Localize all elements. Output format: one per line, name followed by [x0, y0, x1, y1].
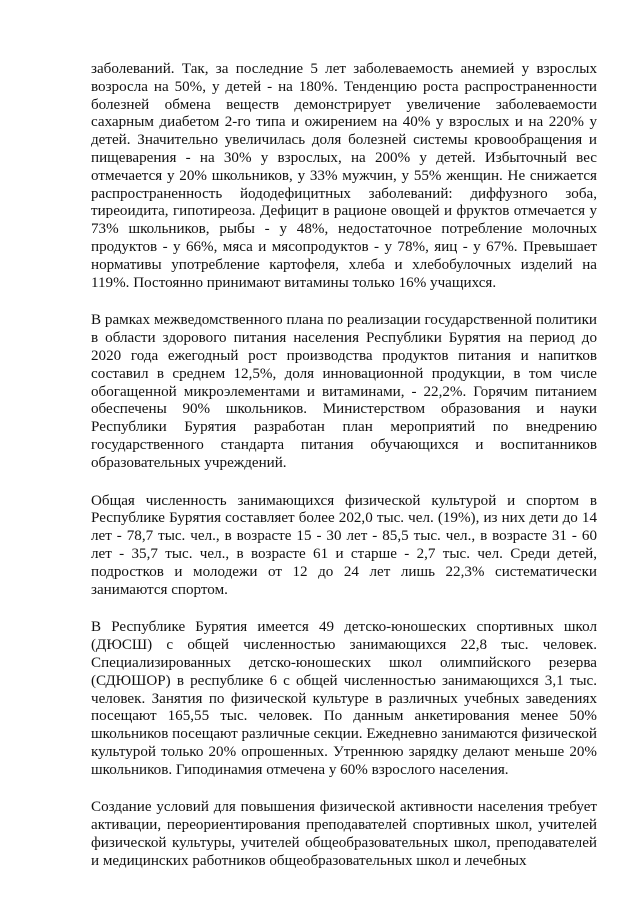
paragraph-physical-activity-conditions: Создание условий для повышения физической активности населения требует активации, переориентирования преподавателей спортивных школ, учителей физической культуры, учителей общеобразовательных школ, преподавателей и медицинских работников общеобразовательных школ и лечебных	[91, 799, 597, 869]
paragraph-disease-statistics: заболеваний. Так, за последние 5 лет заболеваемость анемией у взрослых возросла на 50%, у детей - на 180%. Тенденцию роста распространенности болезней обмена веществ демонстрирует увеличение заболеваемости сахарным диабетом 2-го типа и ожирением на 40% у взрослых и на 220% у детей. Значительно увеличилась доля болезней системы кровообращения и пищеварения - на 30% у взрослых, на 200% у детей. Избыточный вес отмечается у 20% школьников, у 33% мужчин, у 55% женщин. Не снижается распространенность йододефицитных заболеваний: диффузного зоба, тиреоидита, гипотиреоза. Дефицит в рационе овощей и фруктов отмечается у 73% школьников, рыбы - у 48%, недостаточное потребление молочных продуктов - у 66%, мяса и мясопродуктов - у 78%, яиц - у 67%. Превышает нормативы употребление картофеля, хлеба и хлебобулочных изделий на 119%. Постоянно принимают витамины только 16% учащихся.	[91, 61, 597, 291]
paragraph-sports-participation: Общая численность занимающихся физической культурой и спортом в Республике Бурятия составляет более 202,0 тыс. чел. (19%), из них дети до 14 лет - 78,7 тыс. чел., в возрасте 15 - 30 лет - 85,5 тыс. чел., в возрасте 31 - 60 лет - 35,7 тыс. чел., в возрасте 61 и старше - 2,7 тыс. чел. Среди детей, подростков и молодежи от 12 до 24 лет лишь 22,3% систематически занимаются спортом.	[91, 492, 597, 598]
paragraph-healthy-nutrition-policy: В рамках межведомственного плана по реализации государственной политики в области здорового питания населения Республики Бурятия на период до 2020 года ежегодный рост производства продуктов питания и напитков составил в среднем 12,5%, доля инновационной продукции, в том числе обогащенной микроэлементами и витаминами, - 22,2%. Горячим питанием обеспечены 90% школьников. Министерством образования и науки Республики Бурятия разработан план мероприятий по внедрению государственного стандарта питания обучающихся и воспитанников образовательных учреждений.	[91, 312, 597, 471]
document-page	[91, 61, 597, 871]
paragraph-youth-sports-schools: В Республике Бурятия имеется 49 детско-юношеских спортивных школ (ДЮСШ) с общей численностью занимающихся 22,8 тыс. человек. Специализированных детско-юношеских школ олимпийского резерва (СДЮШОР) в республике 6 с общей численностью занимающихся 3,1 тыс. человек. Занятия по физической культуре в различных учебных заведениях посещают 165,55 тыс. человек. По данным анкетирования менее 50% школьников посещают различные секции. Ежедневно занимаются физической культурой только 20% опрошенных. Утреннюю зарядку делают меньше 20% школьников. Гиподинамия отмечена у 60% взрослого населения.	[91, 619, 597, 778]
